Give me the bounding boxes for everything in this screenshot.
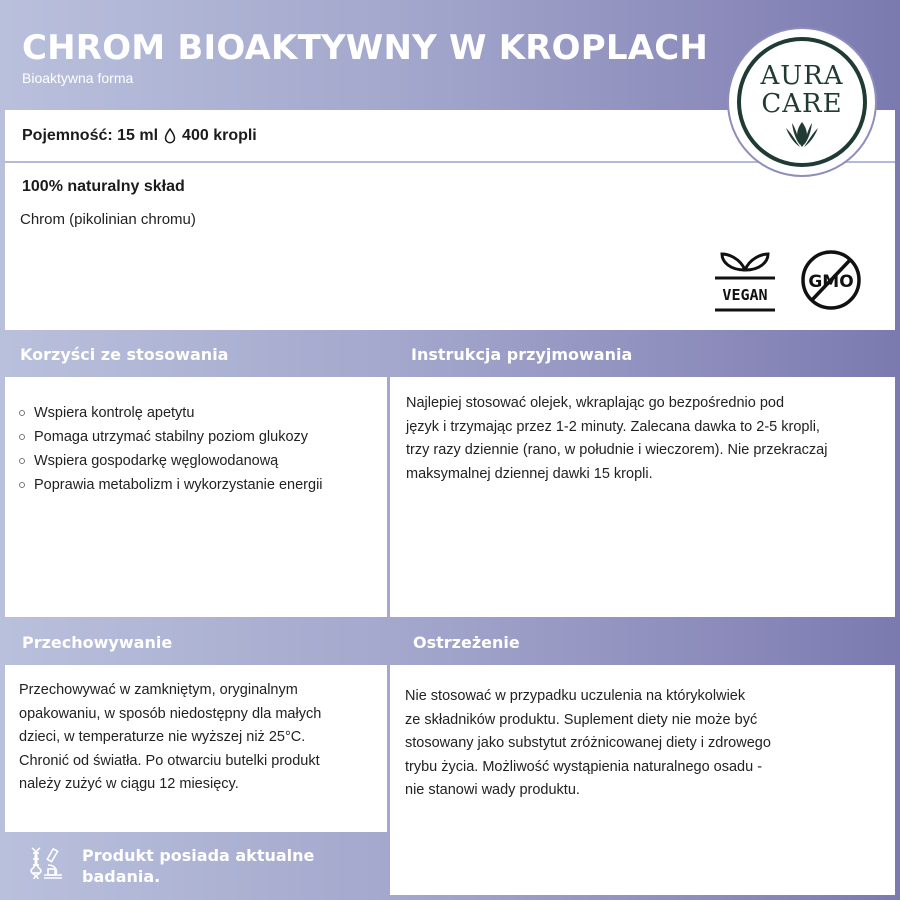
brand-name-line1: AURA — [760, 61, 844, 91]
warning-box — [390, 665, 895, 895]
drop-icon — [164, 128, 176, 144]
page-title: CHROM BIOAKTYWNY W KROPLACH — [22, 28, 709, 68]
research-note: Produkt posiada aktualne badania. — [82, 846, 315, 886]
instructions-text: Najlepiej stosować olejek, wkraplając go bezpośrednio pod język i trzymając przez 1-2 minuty. Zalecana dawka to 2-5 kropli, trzy razy dziennie (rano, w południe i wieczorem). Nie przekraczaj maksymalnej dziennej dawki 15 kropli. — [406, 395, 828, 482]
bullet-icon — [19, 482, 25, 488]
bullet-icon — [19, 458, 25, 464]
storage-text: Przechowywać w zamkniętym, oryginalnym opakowaniu, w sposób niedostępny dla małych dzieci, w temperaturze nie wyższej niż 25°C. Chronić od światła. Po otwarciu butelki produkt należy zużyć w ciągu 12 miesięcy. — [19, 682, 322, 792]
no-gmo-icon — [798, 248, 864, 314]
svg-text:VEGAN: VEGAN — [722, 286, 768, 304]
research-dna-microscope-icon — [28, 845, 64, 881]
list-item: Poprawia metabolizm i wykorzystanie energii — [19, 473, 323, 497]
capacity-info — [22, 127, 257, 145]
brand-name-line2: CARE — [761, 89, 843, 119]
list-item: Wspiera kontrolę apetytu — [19, 401, 323, 425]
lotus-icon — [781, 120, 823, 150]
storage-header: Przechowywanie — [22, 633, 173, 652]
warning-text: Nie stosować w przypadku uczulenia na którykolwiek ze składników produktu. Suplement diety nie może być stosowany jako substytut zróżnicowanej diety i zdrowego trybu życia. Możliwość wystąpienia naturalnego osadu - nie stanowi wady produktu. — [405, 688, 771, 798]
drops-label: 400 kropli — [182, 127, 257, 144]
warning-header: Ostrzeżenie — [413, 633, 520, 652]
bullet-icon — [19, 434, 25, 440]
composition-text: Chrom (pikolinian chromu) — [20, 211, 196, 228]
vegan-icon — [712, 248, 778, 314]
brand-logo-ring — [737, 37, 867, 167]
storage-box — [5, 665, 387, 832]
capacity-label: Pojemność: 15 ml — [22, 127, 159, 144]
benefits-box — [5, 377, 387, 617]
composition-title: 100% naturalny skład — [22, 178, 185, 195]
instructions-header: Instrukcja przyjmowania — [411, 345, 633, 364]
benefits-list — [19, 401, 323, 497]
brand-logo — [727, 27, 877, 177]
benefits-header: Korzyści ze stosowania — [20, 345, 229, 364]
bullet-icon — [19, 410, 25, 416]
list-item: Wspiera gospodarkę węglowodanową — [19, 449, 323, 473]
certification-badges — [712, 248, 864, 314]
instructions-box — [390, 377, 895, 617]
list-item: Pomaga utrzymać stabilny poziom glukozy — [19, 425, 323, 449]
page-subtitle: Bioaktywna forma — [22, 70, 134, 86]
svg-text:GMO: GMO — [808, 272, 854, 292]
